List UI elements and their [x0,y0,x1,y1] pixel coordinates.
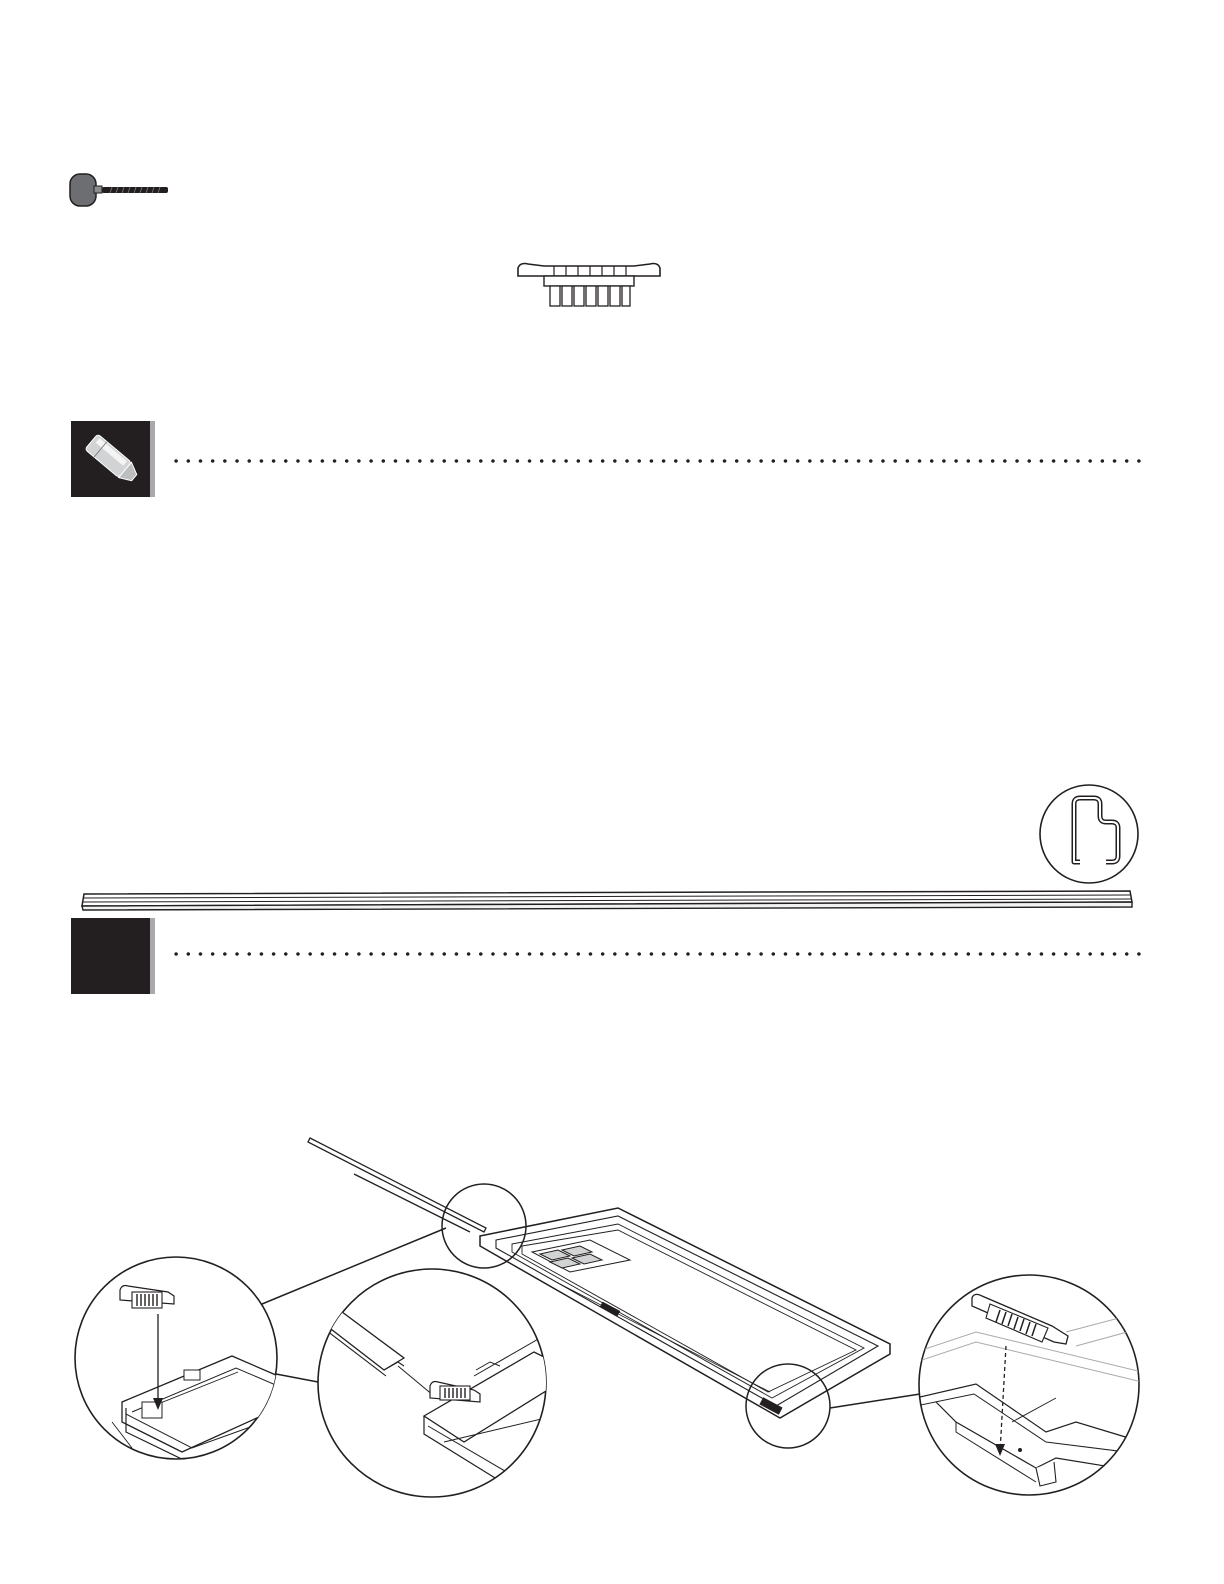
connector-insert-detail-icon [72,1252,282,1464]
connector-corner-detail-icon [916,1272,1142,1498]
rod-into-connector-detail-icon [314,1266,550,1500]
